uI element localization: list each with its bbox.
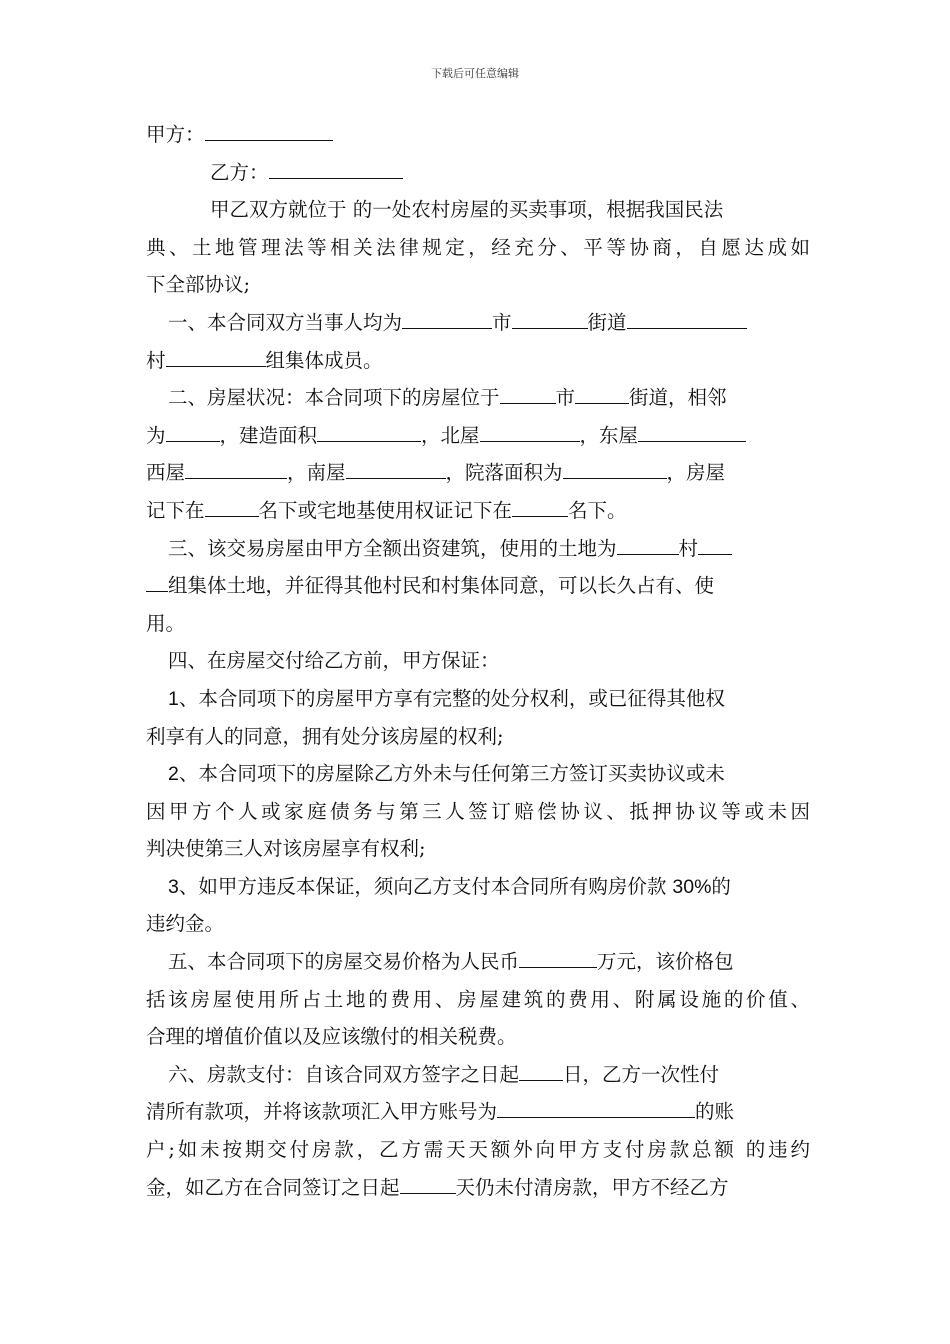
clause-2-line-2 bbox=[146, 417, 810, 455]
party-b-line bbox=[146, 154, 810, 192]
party-b-blank bbox=[269, 158, 403, 179]
clause-2-blank-owner bbox=[205, 496, 259, 517]
clause-2-blank-city bbox=[500, 383, 556, 404]
clause-4-item-1-number: 1 bbox=[168, 687, 179, 710]
clause-3-line-3: 用。 bbox=[146, 611, 186, 635]
clause-5-line-3: 合理的增值价值以及应该缴付的相关税费。 bbox=[146, 1025, 517, 1049]
clause-4-item-1-line-2: 利享有人的同意，拥有处分该房屋的权利; bbox=[146, 724, 504, 748]
clause-4-item-1-text: 、本合同项下的房屋甲方享有完整的处分权利，或已征得其他权 bbox=[178, 686, 725, 710]
clause-2-blank-neighbor bbox=[166, 421, 220, 442]
clause-6-line-1 bbox=[146, 1056, 810, 1094]
clause-2-text-d: 为 bbox=[146, 423, 166, 447]
clause-3-text-c: 组集体土地，并征得其他村民和村集体同意，可以长久占有、使 bbox=[168, 574, 715, 598]
page-header-note: 下载后可任意编辑 bbox=[431, 67, 519, 80]
clause-2-blank-street bbox=[575, 383, 629, 404]
clause-2-line-1 bbox=[146, 379, 810, 417]
clause-4-item-3-number: 3 bbox=[168, 875, 179, 898]
clause-3-text-a: 三、该交易房屋由甲方全额出资建筑，使用的土地为 bbox=[168, 536, 617, 560]
clause-6-line-2 bbox=[146, 1093, 810, 1131]
clause-2-blank-west bbox=[185, 458, 287, 479]
clause-4-item-3-text-b: 的 bbox=[711, 874, 731, 898]
clause-2-text-h: 西屋 bbox=[146, 461, 186, 485]
clause-2-text-l: 记下在 bbox=[146, 498, 205, 522]
clause-1-blank-village bbox=[627, 308, 747, 329]
clause-4-item-2-text: 、本合同项下的房屋除乙方外未与任何第三方签订买卖协议或未 bbox=[178, 762, 725, 786]
clause-6-text-c: 清所有款项，并将该款项汇入甲方账号为 bbox=[146, 1100, 498, 1124]
clause-2-blank-north bbox=[480, 421, 580, 442]
clause-1-blank-group bbox=[166, 346, 266, 367]
clause-5-text-b: 万元，该价格包 bbox=[597, 950, 734, 974]
party-a-line bbox=[146, 116, 810, 154]
clause-6-text-e: 金，如乙方在合同签订之日起 bbox=[146, 1175, 400, 1199]
party-b-label: 乙方： bbox=[210, 160, 269, 184]
clause-6-text-f: 天仍未付清房款，甲方不经乙方 bbox=[455, 1175, 729, 1199]
clause-2-text-a: 二、房屋状况：本合同项下的房屋位于 bbox=[168, 386, 500, 410]
clause-6-line-4 bbox=[146, 1169, 810, 1207]
clause-6-text-d: 的账 bbox=[695, 1100, 735, 1124]
intro-line-3: 下全部协议; bbox=[146, 273, 251, 297]
clause-4-item-3-line-1 bbox=[146, 868, 810, 906]
clause-6-blank-account bbox=[497, 1097, 695, 1118]
clause-5-line-2: 括该房屋使用所占土地的费用、房屋建筑的费用、附属设施的价值、 bbox=[146, 987, 810, 1011]
intro-text-1: 甲乙双方就位于 的一处农村房屋的买卖事项，根据我国民法 bbox=[210, 198, 724, 222]
contract-body bbox=[146, 116, 810, 1206]
clause-2-text-k: ，房屋 bbox=[666, 461, 726, 485]
clause-3-text-b: 村 bbox=[678, 536, 699, 560]
clause-2-blank-south bbox=[346, 458, 446, 479]
clause-4-item-2-line-2: 因甲方个人或家庭债务与第三人签订赔偿协议、抵押协议等或未因 bbox=[146, 799, 810, 823]
clause-4-item-3-text-a: 、如甲方违反本保证，须向乙方支付本合同所有购房价款 bbox=[178, 874, 667, 898]
clause-3-blank-village bbox=[617, 534, 679, 555]
clause-4-item-3-line-2: 违约金。 bbox=[146, 912, 225, 936]
clause-4-item-2-line-1 bbox=[146, 755, 810, 793]
clause-2-text-e: ，建造面积 bbox=[219, 423, 318, 447]
clause-2-line-4 bbox=[146, 492, 810, 530]
clause-6-text-b: 日，乙方一次性付 bbox=[563, 1062, 720, 1086]
clause-5-blank-price bbox=[519, 947, 597, 968]
clause-1-line-2 bbox=[146, 342, 810, 380]
clause-4-item-2-number: 2 bbox=[168, 763, 179, 786]
clause-3-line-1 bbox=[146, 530, 810, 568]
clause-2-text-m: 名下或宅地基使用权证记下在 bbox=[258, 498, 513, 522]
clause-2-blank-yard bbox=[563, 458, 667, 479]
party-a-label: 甲方： bbox=[146, 123, 205, 146]
clause-2-text-b: 市 bbox=[555, 386, 576, 410]
clause-3-blank-group-b bbox=[146, 571, 168, 592]
clause-1-text-e: 组集体成员。 bbox=[265, 348, 383, 372]
clause-4-title: 四、在房屋交付给乙方前，甲方保证： bbox=[168, 649, 500, 673]
clause-6-text-a: 六、房款支付：自该合同双方签字之日起 bbox=[168, 1062, 520, 1086]
party-a-blank bbox=[205, 120, 333, 141]
clause-2-blank-east bbox=[638, 421, 746, 442]
clause-1-blank-city bbox=[402, 308, 492, 329]
clause-1-blank-street bbox=[512, 308, 588, 329]
intro-line-2: 典、土地管理法等相关法律规定，经充分、平等协商，自愿达成如 bbox=[146, 235, 810, 259]
clause-4-item-1-line-1 bbox=[146, 680, 810, 718]
clause-3-blank-group-a bbox=[698, 534, 732, 555]
clause-2-text-n: 名下。 bbox=[568, 498, 627, 522]
clause-1-text-a: 一、本合同双方当事人均为 bbox=[168, 310, 403, 334]
clause-2-blank-area bbox=[317, 421, 421, 442]
clause-2-text-c: 街道，相邻 bbox=[629, 386, 727, 410]
clause-5-line-1 bbox=[146, 943, 810, 981]
clause-5-text-a: 五、本合同项下的房屋交易价格为人民币 bbox=[168, 950, 520, 974]
clause-6-line-3: 户;如未按期交付房款，乙方需天天额外向甲方支付房款总额 的违约 bbox=[146, 1138, 810, 1162]
clause-3-line-2 bbox=[146, 567, 810, 605]
clause-2-text-i: ，南屋 bbox=[287, 461, 346, 485]
clause-6-blank-days bbox=[519, 1060, 563, 1081]
clause-2-text-f: ，北屋 bbox=[421, 423, 480, 447]
clause-1-text-d: 村 bbox=[146, 348, 166, 372]
clause-2-text-j: ，院落面积为 bbox=[445, 461, 563, 485]
clause-2-text-g: ，东屋 bbox=[579, 423, 639, 447]
clause-4-item-3-percent: 30% bbox=[672, 875, 712, 898]
clause-6-blank-grace-days bbox=[400, 1173, 456, 1194]
clause-1-text-c: 街道 bbox=[587, 310, 627, 334]
clause-2-line-3 bbox=[146, 454, 810, 492]
clause-1-line-1 bbox=[146, 304, 810, 342]
clause-4-item-2-line-3: 判决使第三人对该房屋享有权利; bbox=[146, 837, 426, 861]
clause-1-text-b: 市 bbox=[492, 310, 512, 334]
intro-line-1 bbox=[146, 191, 810, 229]
clause-2-blank-cert-owner bbox=[512, 496, 568, 517]
